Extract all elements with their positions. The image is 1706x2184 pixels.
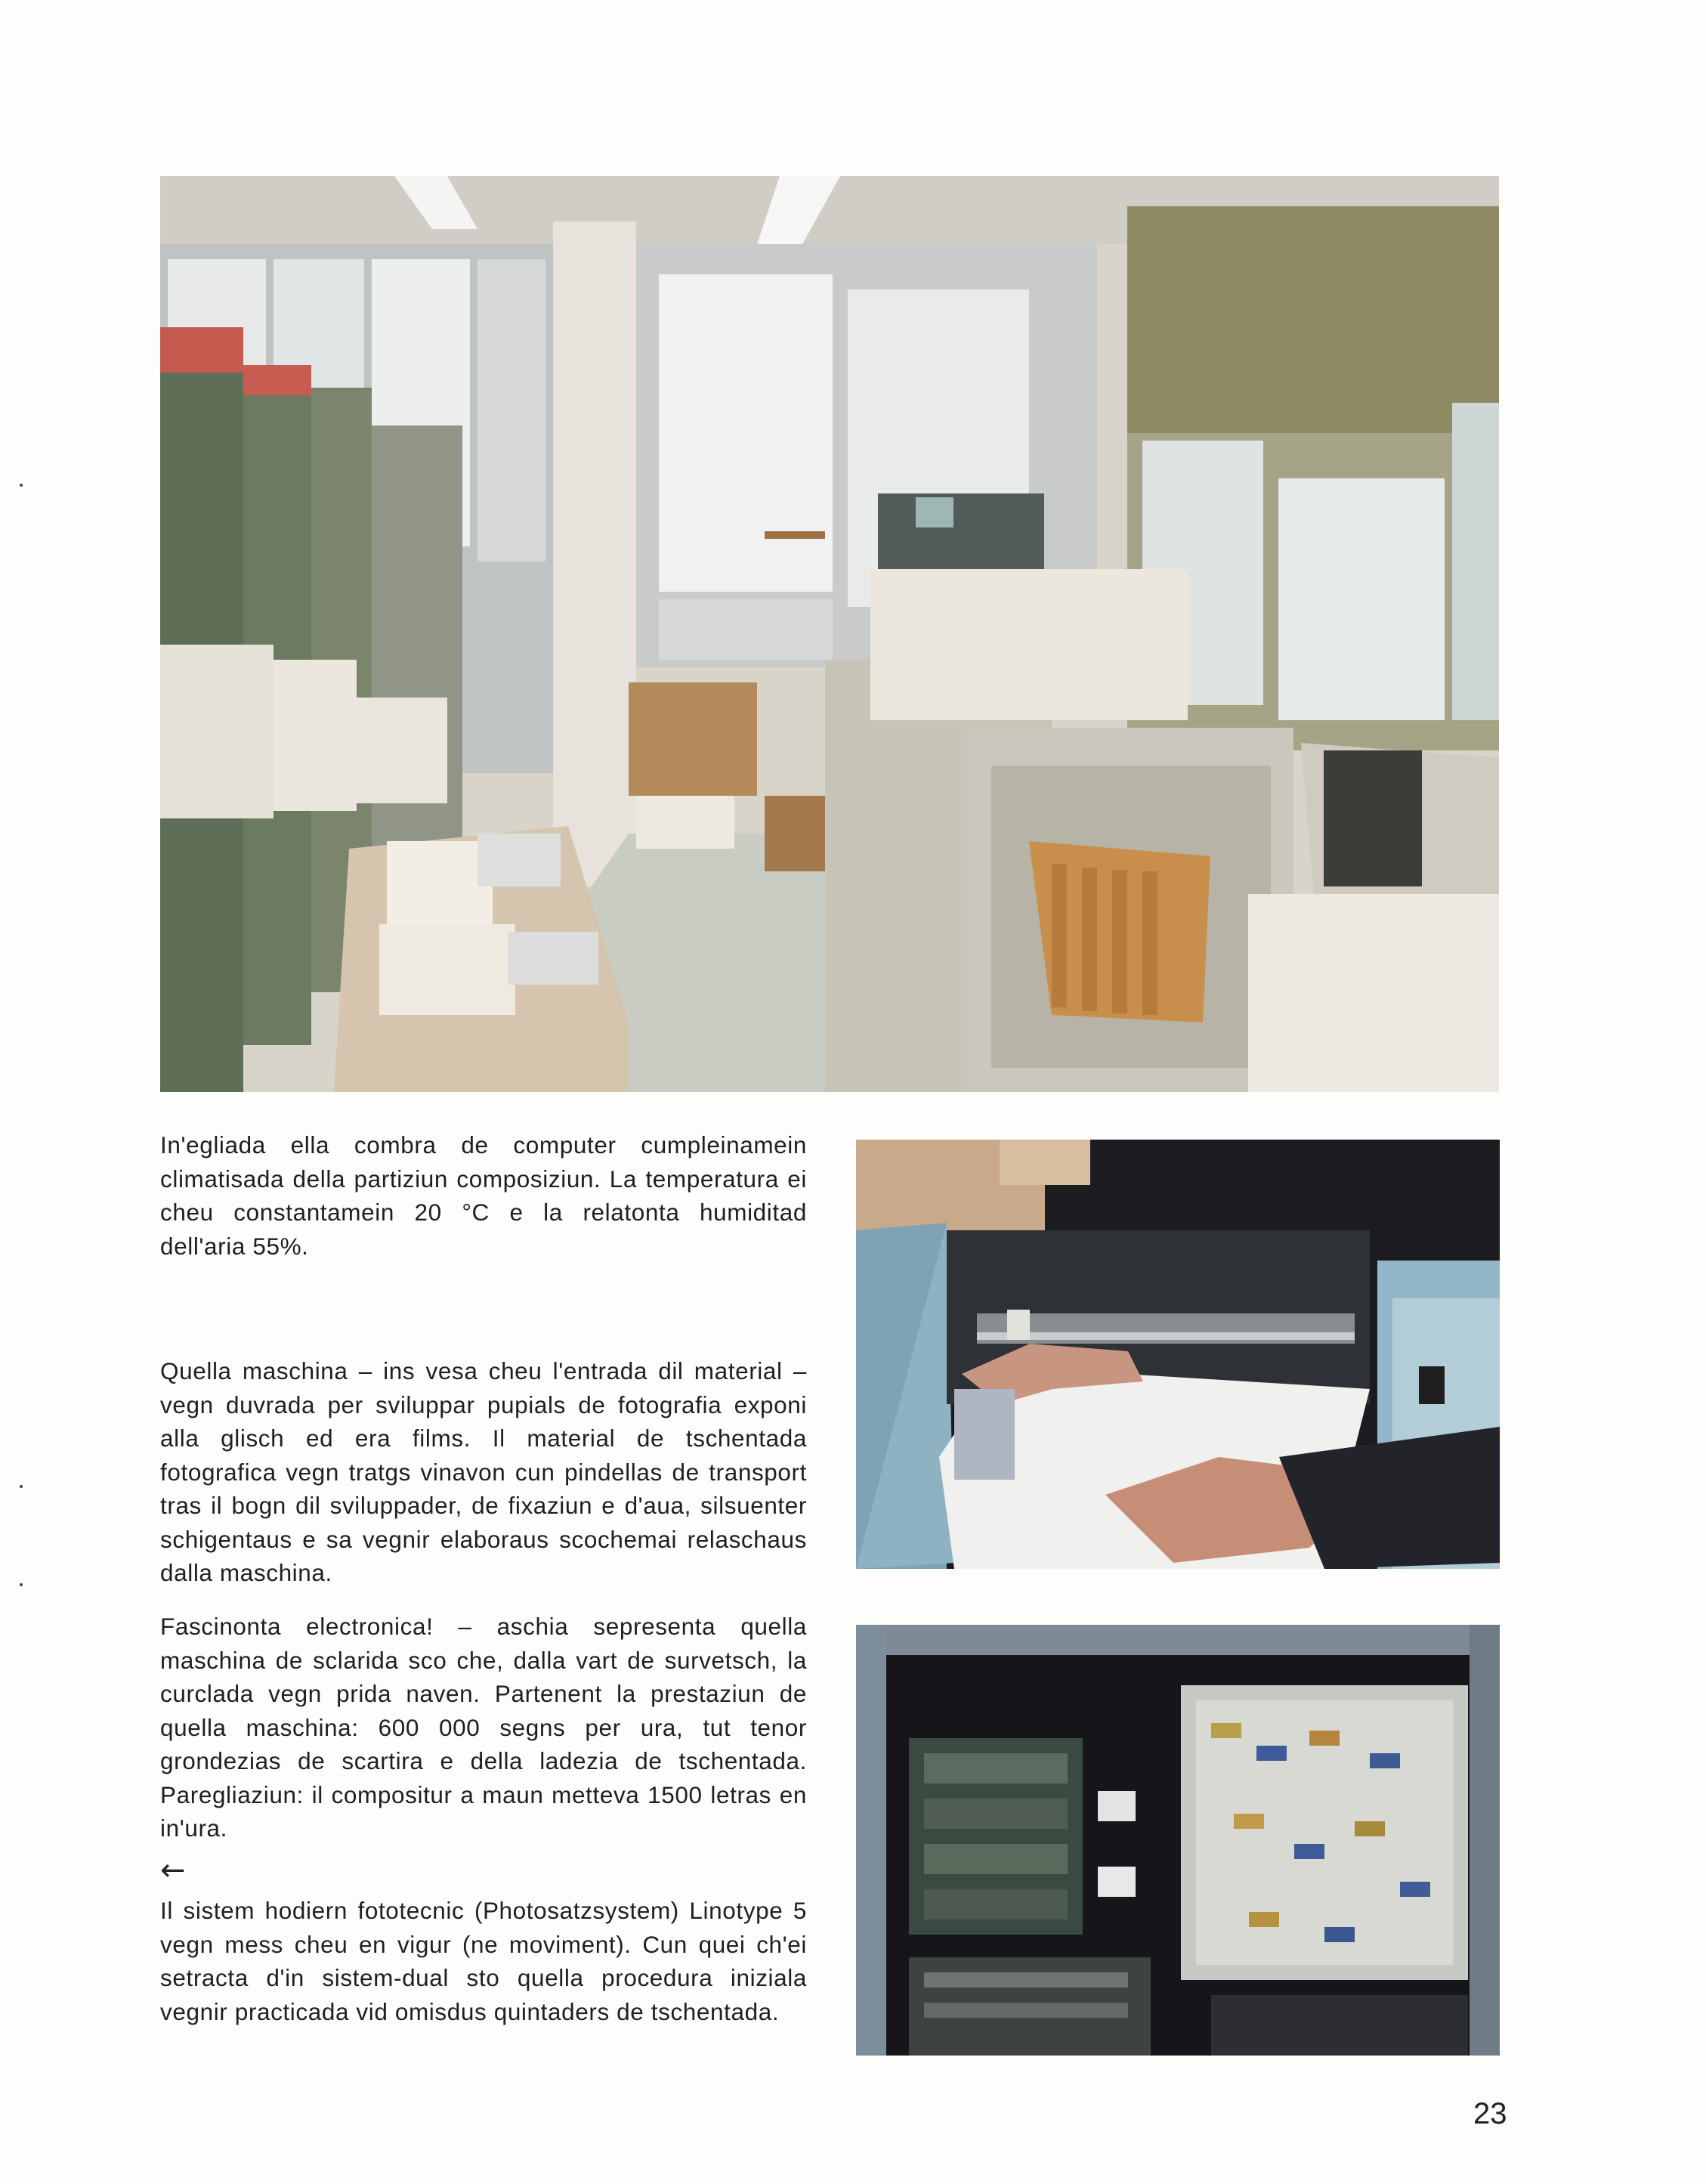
margin-speck <box>20 484 23 487</box>
computer-room-photo <box>160 176 1499 1092</box>
caption-photosatz-system: Il sistem hodiern fototecnic (Photosatzsystem) Linotype 5 vegn mess cheu en vigur (ne moviment). Cun quei ch'ei setracta d'in sistem-dual sto quella procedura iniziala vegnir practicada vid omisdus quintaders de tschentada. <box>160 1897 807 2025</box>
caption-computer-room: In'egliada ella combra de computer cumpleinamein climatisada della partiziun composiziun. La temperatura ei cheu constantamein 20 °C e la relatonta humiditad dell'aria 55%. <box>160 1131 807 1260</box>
caption-electronics: Fascinonta electronica! – aschia sepresenta quella maschina de sclarida sco che, dalla vart de survetsch, la curclada vegn prida naven. Partenent la prestaziun de quella maschina: 600 000 segns per ura, tut tenor grondezias de scartira e della ladezia de tschentada. Paregliaziun: il compositur a maun metteva 1500 letras en in'ura. <box>160 1613 807 1842</box>
photo-developing-machine-photo <box>856 1140 1500 1569</box>
circuit-boards-photo <box>856 1625 1500 2056</box>
margin-speck <box>20 1485 23 1488</box>
left-arrow-icon: ← <box>160 1853 186 1888</box>
page-number: 23 <box>1473 2097 1507 2130</box>
caption-developing-machine: Quella maschina – ins vesa cheu l'entrada dil material – vegn duvrada per sviluppar pupials de fotografia exponi alla glisch ed era films. Il material de tschentada fotografica vegn tratgs vinavon cun pindellas de transport tras il bogn dil sviluppader, de fixaziun e d'aua, silsuenter schigentaus e sa vegnir elaboraus scochemai relaschaus dalla maschina. <box>160 1357 807 1586</box>
margin-speck <box>20 1583 23 1586</box>
